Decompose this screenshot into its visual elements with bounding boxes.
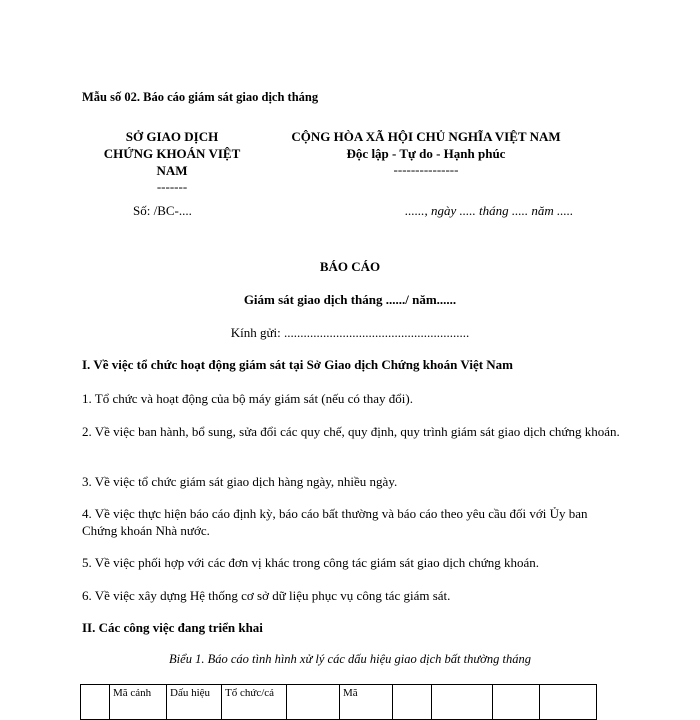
national-motto: Độc lập - Tự do - Hạnh phúc: [346, 146, 506, 161]
report-title: BÁO CÁO: [319, 259, 381, 274]
agency-name-line3: NAM: [156, 163, 188, 178]
document-number: Số: /BC-....: [133, 203, 192, 218]
report-table: [80, 684, 597, 720]
agency-name-line1: SỞ GIAO DỊCH: [125, 129, 219, 144]
form-title: Mẫu số 02. Báo cáo giám sát giao dịch tháng: [82, 90, 319, 104]
list-item: 4. Về việc thực hiện báo cáo định kỳ, báo cáo bất thường và báo cáo theo yêu cầu đối với Ủy ban Chứng khoán Nhà nước.: [82, 506, 588, 538]
table-caption: Biểu 1. Báo cáo tình hình xử lý các dấu hiệu giao dịch bất thường tháng: [169, 652, 531, 666]
table-header-cell: [540, 685, 597, 720]
table-header-cell: Mã: [340, 685, 393, 720]
agency-name-line2: CHỨNG KHOÁN VIỆT: [103, 146, 241, 161]
table-header-cell: Mã cảnh: [110, 685, 167, 720]
table-header-cell: [81, 685, 110, 720]
document-date: ......, ngày ..... tháng ..... năm .....: [405, 203, 574, 218]
agency-divider: -------: [156, 179, 188, 194]
national-divider: ---------------: [393, 162, 459, 177]
section-heading: II. Các công việc đang triển khai: [82, 620, 263, 635]
table-header-cell: [393, 685, 432, 720]
list-item: 1. Tổ chức và hoạt động của bộ máy giám sát (nếu có thay đổi).: [82, 391, 413, 406]
table-header-cell: [432, 685, 493, 720]
table-header-cell: [493, 685, 540, 720]
table-header-row: [81, 685, 597, 720]
list-item: 3. Về việc tổ chức giám sát giao dịch hàng ngày, nhiều ngày.: [82, 474, 398, 489]
national-title: CỘNG HÒA XÃ HỘI CHỦ NGHĨA VIỆT NAM: [291, 129, 561, 144]
table-header-cell: Tổ chức/cá: [222, 685, 287, 720]
table-header-cell: [287, 685, 340, 720]
list-item: 5. Về việc phối hợp với các đơn vị khác trong công tác giám sát giao dịch chứng khoán.: [82, 555, 540, 570]
table-header-cell: Dấu hiệu: [167, 685, 222, 720]
section-heading: I. Về việc tổ chức hoạt động giám sát tại Sở Giao dịch Chứng khoán Việt Nam: [82, 357, 514, 372]
recipient-line: Kính gửi: .........................................................: [230, 325, 470, 340]
list-item: 6. Về việc xây dựng Hệ thống cơ sở dữ liệu phục vụ công tác giám sát.: [82, 588, 451, 603]
list-item: 2. Về việc ban hành, bổ sung, sửa đổi các quy chế, quy định, quy trình giám sát giao dịch chứng khoán.: [82, 424, 620, 439]
report-subtitle: Giám sát giao dịch tháng ....../ năm......: [243, 292, 457, 307]
